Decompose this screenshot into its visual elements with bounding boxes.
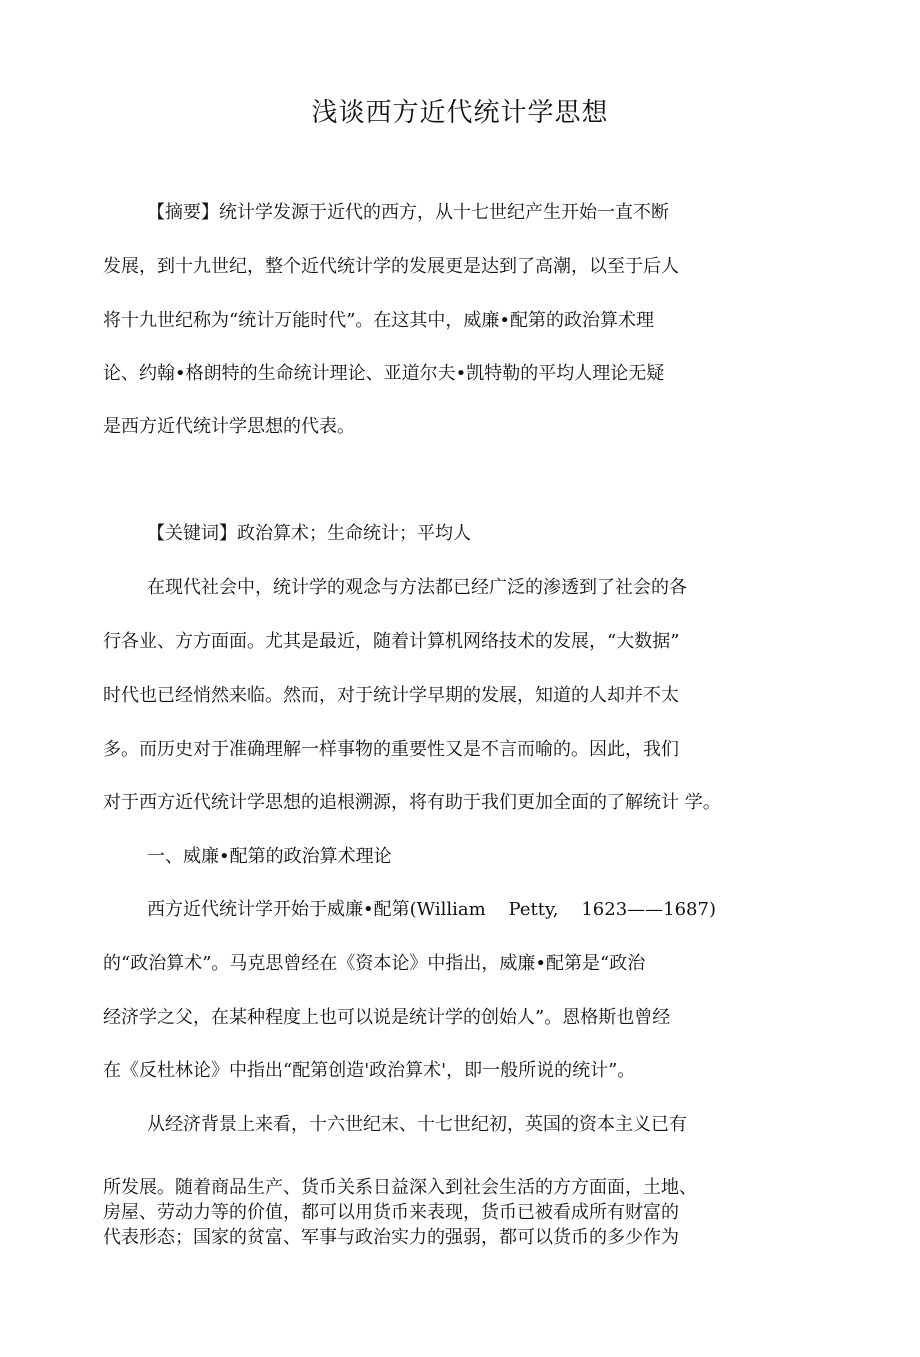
abstract-line: 是西方近代统计学思想的代表。 xyxy=(103,416,355,437)
paragraph-line: 房屋、劳动力等的价值，都可以用货币来表现，货币已被看成所有财富的 xyxy=(103,1202,679,1223)
intro-line: 时代也已经悄然来临。然而，对于统计学早期的发展，知道的人却并不太 xyxy=(103,685,679,706)
paragraph-line: 在《反杜林论》中指出“配第创造'政治算术'，即一般所说的统计”。 xyxy=(103,1060,636,1081)
abstract-line: 论、约翰•格朗特的生命统计理论、亚道尔夫•凯特勒的平均人理论无疑 xyxy=(103,363,665,384)
abstract-line: 【摘要】统计学发源于近代的西方，从十七世纪产生开始一直不断 xyxy=(147,202,669,223)
keywords: 【关键词】政治算术；生命统计；平均人 xyxy=(147,523,471,544)
paragraph-line: 所发展。随着商品生产、货币关系日益深入到社会生活的方方面面，土地、 xyxy=(103,1177,697,1198)
abstract-line: 将十九世纪称为“统计万能时代”。在这其中，威廉•配第的政治算术理 xyxy=(103,310,655,331)
page-title: 浅谈西方近代统计学思想 xyxy=(311,98,609,128)
section-heading: 一、威廉•配第的政治算术理论 xyxy=(147,846,392,867)
intro-line: 对于西方近代统计学思想的追根溯源，将有助于我们更加全面的了解统计 学。 xyxy=(103,792,721,813)
abstract-line: 发展，到十九世纪，整个近代统计学的发展更是达到了高潮，以至于后人 xyxy=(103,256,679,277)
paragraph-line: 西方近代统计学开始于威廉•配第(William Petty, 1623——1687) xyxy=(147,899,716,920)
paragraph-line: 的“政治算术”。马克思曾经在《资本论》中指出，威廉•配第是“政治 xyxy=(103,953,646,974)
paragraph-line: 经济学之父，在某种程度上也可以说是统计学的创始人”。恩格斯也曾经 xyxy=(103,1007,671,1028)
intro-line: 在现代社会中，统计学的观念与方法都已经广泛的渗透到了社会的各 xyxy=(147,577,687,598)
paragraph-line: 代表形态；国家的贫富、军事与政治实力的强弱，都可以货币的多少作为 xyxy=(103,1227,679,1248)
paragraph-line: 从经济背景上来看，十六世纪末、十七世纪初，英国的资本主义已有 xyxy=(147,1114,687,1135)
intro-line: 行各业、方方面面。尤其是最近，随着计算机网络技术的发展，“大数据” xyxy=(103,631,680,652)
intro-line: 多。而历史对于准确理解一样事物的重要性又是不言而喻的。因此，我们 xyxy=(103,739,679,760)
